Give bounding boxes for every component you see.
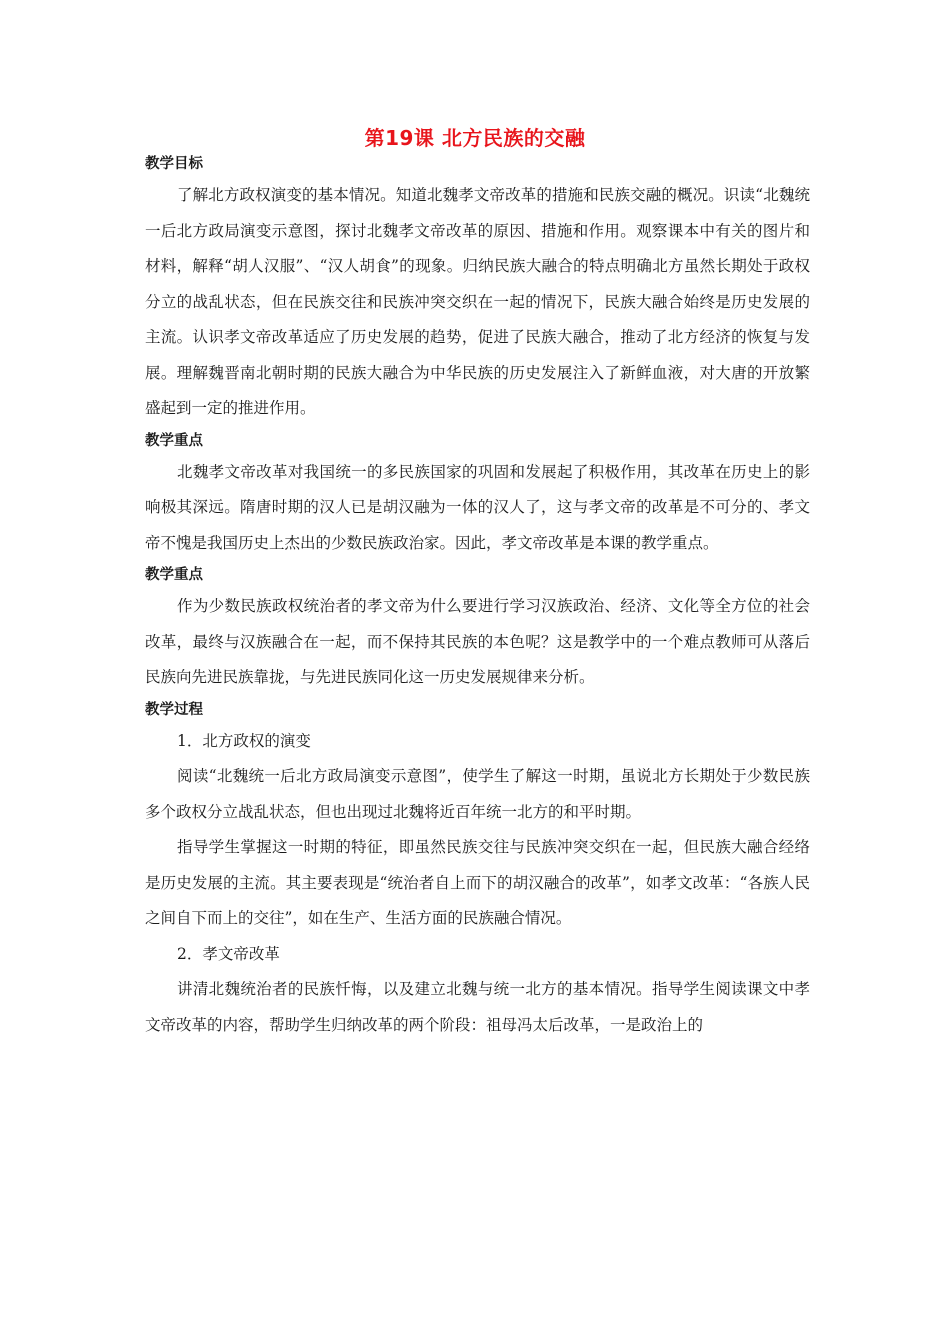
key-points-paragraph: 北魏孝文帝改革对我国统一的多民族国家的巩固和发展起了积极作用，其改革在历史上的影响极其深远。隋唐时期的汉人已是胡汉融为一体的汉人了，这与孝文帝的改革是不可分的、孝文帝不愧是我国历史上杰出的少数民族政治家。因此，孝文帝改革是本课的教学重点。 xyxy=(145,462,810,552)
document-body xyxy=(145,150,810,1043)
process-item-1-paragraph-2: 指导学生掌握这一时期的特征，即虽然民族交往与民族冲突交织在一起，但民族大融合经络是历史发展的主流。其主要表现是“统治者自上而下的胡汉融合的改革”，如孝文改革：“各族人民之间自下而上的交往”，如在生产、生活方面的民族融合情况。 xyxy=(145,838,810,927)
page-title: 第19课 北方民族的交融 xyxy=(364,126,586,150)
section-heading-key-points: 教学重点 xyxy=(145,432,203,449)
process-item-1-paragraph-1: 阅读“北魏统一后北方政局演变示意图”，使学生了解这一时期，虽说北方长期处于少数民族多个政权分立战乱状态，但也出现过北魏将近百年统一北方的和平时期。 xyxy=(145,767,810,821)
process-item-2-title: 2．孝文帝改革 xyxy=(177,944,280,963)
process-item-2-paragraph-1: 讲清北魏统治者的民族忏悔，以及建立北魏与统一北方的基本情况。指导学生阅读课文中孝文帝改革的内容，帮助学生归纳改革的两个阶段：祖母冯太后改革，一是政治上的 xyxy=(145,980,810,1034)
objectives-paragraph: 了解北方政权演变的基本情况。知道北魏孝文帝改革的措施和民族交融的概况。识读“北魏统一后北方政局演变示意图，探讨北魏孝文帝改革的原因、措施和作用。观察课本中有关的图片和材料，解释“胡人汉服”、“汉人胡食”的现象。归纳民族大融合的特点明确北方虽然长期处于政权分立的战乱状态，但在民族交往和民族冲突交织在一起的情况下，民族大融合始终是历史发展的主流。认识孝文帝改革适应了历史发展的趋势，促进了民族大融合，推动了北方经济的恢复与发展。理解魏晋南北朝时期的民族大融合为中华民族的历史发展注入了新鲜血液，对大唐的开放繁盛起到一定的推进作用。 xyxy=(145,186,810,417)
difficult-points-paragraph: 作为少数民族政权统治者的孝文帝为什么要进行学习汉族政治、经济、文化等全方位的社会改革，最终与汉族融合在一起，而不保持其民族的本色呢？这是教学中的一个难点教师可从落后民族向先进民族靠拢，与先进民族同化这一历史发展规律来分析。 xyxy=(145,597,810,686)
section-heading-objectives: 教学目标 xyxy=(145,156,203,172)
process-item-1-title: 1．北方政权的演变 xyxy=(177,731,311,750)
section-heading-difficult-points: 教学重点 xyxy=(145,567,203,583)
section-heading-process: 教学过程 xyxy=(145,701,203,718)
